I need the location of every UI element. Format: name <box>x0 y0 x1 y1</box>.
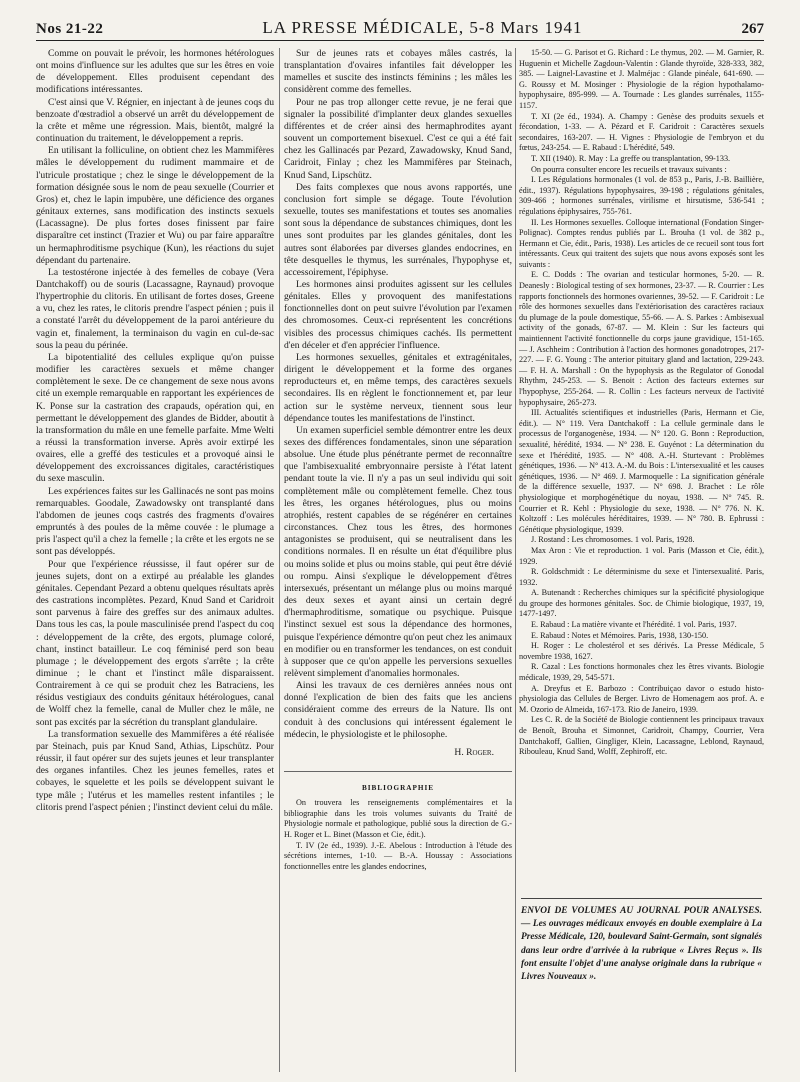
paragraph: Comme on pouvait le prévoir, les hormones hétérologues ont moins d'influence sur les adultes que sur les êtres en voie de développement. Elles produisent cependant des modifications intéressantes. <box>36 48 274 96</box>
header-rule <box>36 40 764 41</box>
paragraph: Les expériences faites sur les Gallinacés ne sont pas moins remarquables. Goodale, Zawadowsky ont transplanté dans l'abdomen de jeunes coqs castrés des fragments d'ovaires empruntés à des poules de la même couvée : le plumage a pris l'aspect qu'il a chez la femelle ; la crête et les ergots ne se sont pas développés. <box>36 485 274 558</box>
bibliography-heading: BIBLIOGRAPHIE <box>284 771 512 794</box>
column-divider <box>279 48 280 1072</box>
page-number: 267 <box>741 21 764 37</box>
notice-box: ENVOI DE VOLUMES AU JOURNAL POUR ANALYSES. — Les ouvrages médicaux envoyés en double exemplaire à La Presse Médicale, 120, boulevard Saint-Germain, sont signalés dans leur ordre d'arrivée à la rubrique « Livres Reçus ». Ils font ensuite l'objet d'une analyse originale dans la rubrique « Livres Nouveaux ». <box>521 898 762 984</box>
issue-number: Nos 21-22 <box>36 21 104 37</box>
reference-entry: R. Goldschmidt : Le déterminisme du sexe et l'intersexualité. Paris, 1932. <box>519 567 764 587</box>
page-header <box>36 18 764 40</box>
reference-entry: R. Cazal : Les fonctions hormonales chez les êtres vivants. Biologie médicale, 1939, 29, 545-571. <box>519 662 764 683</box>
bibliography-intro: On trouvera les renseignements complémentaires et la bibliographie dans les trois volumes suivants du Traité de Physiologie normale et pathologique, publié sous la direction de G.-H. Roger et L. Binet (Masson et Cie, édit.). <box>284 798 512 839</box>
paragraph: La bipotentialité des cellules explique qu'on puisse modifier les caractères sexuels et même changer complètement le sexe. De ce changement de sexe nous avons cité un exemple remarquable en rapportant les expériences de K. Ponse sur la castration des crapauds, opération qui, en permettant le développement des glandes de Bidder, aboutit à la transformation du mâle en une femelle parfaite. Mme Welti a réussi la transformation inverse. Après avoir extirpé les ovaires, elle a greffé des testicules et a provoqué ainsi le développement des excroissances digitales, caractéristiques du sexe masculin. <box>36 351 274 485</box>
paragraph: C'est ainsi que V. Régnier, en injectant à de jeunes coqs du benzoate d'œstradiol a observé un arrêt du développement de la crête et même une régression. Mais, bientôt, malgré la continuation du traitement, le développement a repris. <box>36 96 274 145</box>
reference-entry: E. Rabaud : La matière vivante et l'hérédité. 1 vol. Paris, 1937. <box>531 620 737 630</box>
reference-entry: J. Rostand : Les chromosomes. 1 vol. Paris, 1928. <box>531 535 695 545</box>
reference-entry: Les C. R. de la Société de Biologie contiennent les principaux travaux de Benoît, Brouha et Simonnet, Caridroit, Champy, Courrier, Vera Dantchakoff, Gallien, Gingliger, Klein, Lacassagne, Leblond, Raynaud, Ribouleau, Knud Sand, Wolff, Zephiroff, etc. <box>519 715 764 757</box>
bibliography-block <box>284 798 512 872</box>
paragraph: Les hormones sexuelles, génitales et extragénitales, dirigent le développement et la forme des organes reproducteurs et, en même temps, des caractères sexuels secondaires. Ils en règlent le fonctionnement et, par leur action sur le système nerveux, tiennent sous leur dépendance toutes les manifestations de l'instinct. <box>284 351 512 424</box>
reference-entry: 15-50. — G. Parisot et G. Richard : Le thymus, 202. — M. Garnier, R. Huguenin et Michelle Zagdoun-Valentin : Glande thyroïde, 328-333, 382, 385. — Laignel-Lavastine et J. Malméjac : Glande pinéale, 641-690. — G. Roussy et M. Mosinger : Physiologie de la région hypothalamo-hypophysaire, 895-999. — A. Tournade : Les glandes surrénales, 1155-1157. <box>519 48 764 110</box>
reference-entry: H. Roger : Le cholestérol et ses dérivés. La Presse Médicale, 5 novembre 1938, 1627. <box>519 641 764 661</box>
paragraph: En utilisant la folliculine, on obtient chez les Mammifères mâles le développement du rudiment mammaire et de l'utricule prostatique ; chez le singe le développement de la formation désignée sous le nom de peau sexuelle (Courrier et Gros) et, chez le lapin impubère, une déficience des organes génitaux externes, sans modification des instincts sexuels (Lacassagne). De plus fortes doses finissent par faire disparaître cet instinct (Trazier et Wu) ou par faire apparaître un hermaphroditisme psychique (Kun), les réactions du sujet dépendant du partenaire. <box>36 145 274 266</box>
paragraph: Des faits complexes que nous avons rapportés, une conclusion fort simple se dégage. Toute l'évolution sexuelle, toutes ses manifestations et toutes ses anomalies sont sous la dépendance de substances chimiques, dont les unes sont produites par les glandes génitales, dont les autres sont élaborées par diverses glandes endocrines, en tête desquelles le thymus, les surrénales, l'hypophyse et, accessoirement, l'épiphyse. <box>284 181 512 278</box>
text-column-1 <box>36 48 274 814</box>
paragraph: Pour ne pas trop allonger cette revue, je ne ferai que signaler la possibilité d'implanter deux glandes sexuelles différentes et de créer ainsi des hermaphrodites ayant souvent un comportement bisexuel. C'est ce qui a été fait chez les Gallinacés par Pezard, Zawadowsky, Knud Sand, Caridroit, Finlay ; chez les Mammifères par Steinach, Knud Sand, Lipschütz. <box>284 96 512 181</box>
reference-entry: On pourra consulter encore les recueils et travaux suivants : <box>531 164 727 174</box>
reference-entry: III. Actualités scientifiques et industrielles (Paris, Hermann et Cie, édit.). — N° 119. Vera Dantchakoff : La cellule germinale dans le processus de l'organogenèse, 1934. — N° 120. G. Bonn : Reproduction, sexualité, hérédité, 1934. — N° 238. E. Guyénot : La détermination du sexe et l'hérédité, 1935. — N° 408. A.-H. Sturtevant : Problèmes génétiques, 1936. — N° 413. A.-M. du Bois : L'intersexualité et les causes génétiques, 1936. — N° 469. J. Marmoquelle : La signification générale de la différence sexuelle, 1937. — N° 698. J. Brachet : Le rôle physiologique et morphogénétique du noyau, 1938. — N° 745. R. Courrier et R. Kehl : Physiologie du sexe, 1938. — N° 776. N. K. Koltzoff : Les molécules héréditaires, 1939. — N° 780. B. Ephrussi : Génétique physiologique, 1939. <box>519 408 764 534</box>
bibliography-entry: T. IV (2e éd., 1939). J.-E. Abelous : Introduction à l'étude des sécrétions internes, 1-10. — B.-A. Houssay : Associations fonctionnelles entre les glandes endocrines, <box>284 840 512 871</box>
paragraph: Les hormones ainsi produites agissent sur les cellules génitales. Elles y provoquent des manifestations fonctionnelles dont on peut suivre l'évolution par l'examen des chromosomes. Ceux-ci représentent les concrétions visibles des processus chimiques cachés. Ils permettent d'en déceler et d'en apprécier l'influence. <box>284 278 512 351</box>
reference-entry: Max Aron : Vie et reproduction. 1 vol. Paris (Masson et Cie, édit.), 1929. <box>519 545 764 566</box>
text-column-2 <box>284 48 512 872</box>
reference-entry: I. Les Régulations hormonales (1 vol. de 853 p., Paris, J.-B. Baillière, édit., 1937). Régulations hypophysaires, 39-198 ; régulations génitales, 309-466 ; hormones surrénales, virilisme et hirsutisme, 536-541 ; régulations épiphysaires, 755-761. <box>519 175 764 216</box>
reference-entry: E. C. Dodds : The ovarian and testicular hormones, 5-20. — R. Deanesly : Biological testing of sex hormones, 23-37. — R. Courrier : Les rapports fonctionnels des hormones ovariennes, 39-52. — F. Caridroit : Le rôle des hormones sexuelles dans l'extériorisation des caractères raciaux du plumage de la poule domestique, 55-66. — A. S. Parkes : Ambisexual activity of the gonads, 67-87. — M. Klein : Sur les facteurs qui maintiennent l'activité fonctionnelle du corps jaune gravidique, 151-165. — J. Aschheim : Contribution à l'action des hormones gonadotropes, 217-227. — F. G. Young : The anterior pituitary gland and lactation, 229-243. — F. H. A. Marshall : On the hypophysis as the Regulator of Gonodal Rhythm, 245-253. — S. Benoit : Action des facteurs externes sur l'hypophyse, 255-264. — R. Collin : Les facteurs nerveux de l'activité hypophysaire, 265-273. <box>519 270 764 407</box>
reference-entry: T. XI (2e éd., 1934). A. Champy : Genèse des produits sexuels et fécondation, 1-33. — A. Pézard et F. Caridroit : Caractères sexuels secondaires, 163-207. — H. Vignes : Physiologie de l'embryon et du fœtus, 243-254. — E. Rabaud : L'hérédité, 549. <box>519 111 764 153</box>
paragraph: Un examen superficiel semble démontrer entre les deux sexes des différences fondamentales, sinon une séparation absolue. Une étude plus pénétrante permet de reconnaître que l'ambisexualité embryonnaire persiste à l'état latent pendant toute la vie. Il n'y a pas un seul individu qui soit complètement mâle ou complètement femelle. Chez tous les êtres, les organes hétérologues, plus ou moins atrophiés, restent capables de se régénérer en certaines circonstances. Chez tous les êtres, des hormones antagonistes se produisent, qui se neutralisent dans les conditions normales. Il en résulte un état d'équilibre plus ou moins solide et plus ou moins stable, qui peut être dévié ou rompu. Ainsi s'explique le développement d'êtres intersexués, présentant un mélange plus ou moins marqué des deux sexes et ayant ainsi un certain degré d'hermaphroditisme, somatique ou psychique. Puisque l'instinct sexuel est sous la dépendance des hormones, puisque l'expérience démontre qu'on peut chez les animaux en modifier ou en transformer les tendances, on est conduit à supposer que ce qu'on appelle les perversions sexuelles relèvent simplement d'anomalies hormonales. <box>284 424 512 679</box>
reference-entry: E. Rabaud : Notes et Mémoires. Paris, 1938, 130-150. <box>531 630 709 640</box>
text-column-3 <box>519 48 764 758</box>
paragraph: La transformation sexuelle des Mammifères a été réalisée par Steinach, puis par Knud Sand, Athias, Lipschütz. Pour réussir, il faut opérer sur des sujets jeunes et leur transplanter des organes infantiles. Chez les jeunes femelles, rates et cobayes, le squelette et les poils se développent suivant le type mâle ; l'utérus et les mamelles restent infantiles ; le clitoris prend l'aspect pénien ; l'instinct devient celui du mâle. <box>36 728 274 813</box>
reference-entry: A. Dreyfus et E. Barbozo : Contribuiçao davor o estudo histo-physiologia das Cellules de Berger. Livro de Homenagem aos prof. A. e M. Ozorio de Almeida, 167-173. Rio de Janeiro, 1939. <box>519 683 764 714</box>
paragraph: Pour que l'expérience réussisse, il faut opérer sur de jeunes sujets, dont on a extirpé au préalable les glandes génitales. Cependant Pezard a obtenu quelques résultats après des castrations incomplètes. Pezard, Knud Sand et Caridroit sont parvenus à faire des greffes sur des animaux adultes. Dans tous les cas, la poule masculinisée prend l'aspect du coq : développement de la crête, des ergots, plumage coloré, chant, instinct batailleur. Le coq féminisé perd son beau plumage ; le développement des ergots s'arrête ; la crête diminue ; le chant et l'instinct mâle disparaissent. Contrairement à ce qui se produit chez les Batraciens, les résidus vestigiaux des conduits génitaux hétérologues, canal de Wolff chez la femelle, canal de Muller chez le mâle, ne sont pas excités par la sécrétion du transplant glandulaire. <box>36 558 274 728</box>
author-signature: H. Roger. <box>454 746 494 758</box>
column-divider <box>515 48 516 1072</box>
paragraph: La testostérone injectée à des femelles de cobaye (Vera Dantchakoff) ou de souris (Lacassagne, Raynaud) provoque l'hypertrophie du clitoris. En utilisant de fortes doses, Greene a vu, chez les rates, le clitoris prendre l'aspect pénien ; puis il a constaté l'arrêt du développement de la paroi antérieure du vagin et, finalement, la terminaison du vagin en cul-de-sac sous la peau du périnée. <box>36 266 274 351</box>
reference-entry: T. XII (1940). R. May : La greffe ou transplantation, 99-133. <box>531 153 731 163</box>
journal-title: LA PRESSE MÉDICALE, 5-8 Mars 1941 <box>262 18 583 37</box>
reference-entry: A. Butenandt : Recherches chimiques sur la spécificité physiologique du groupe des hormones génitales. Soc. de Chimie biologique, 1937, 19, 1477-1497. <box>519 588 764 619</box>
paragraph: Sur de jeunes rats et cobayes mâles castrés, la transplantation d'ovaires infantiles fait développer les mamelles et suscite des instincts féminins ; les mâles les considèrent comme des femelles. <box>284 48 512 96</box>
paragraph: Ainsi les travaux de ces dernières années nous ont donné l'explication de bien des faits que les anciens considéraient comme des erreurs de la Nature. Ils ont conduit à des conclusions qui intéressent également le médecin, le physiologiste et le philosophe. <box>284 680 512 740</box>
reference-entry: II. Les Hormones sexuelles. Colloque international (Fondation Singer-Polignac). Comptes rendus publiés par L. Brouha (1 vol. de 382 p., Hermann et Cie, édit., Paris, 1938). Les articles de ce recueil sont tous fort intéressants. Ceux qui traitent des sujets que nous avons exposés sont les suivants : <box>519 217 764 269</box>
